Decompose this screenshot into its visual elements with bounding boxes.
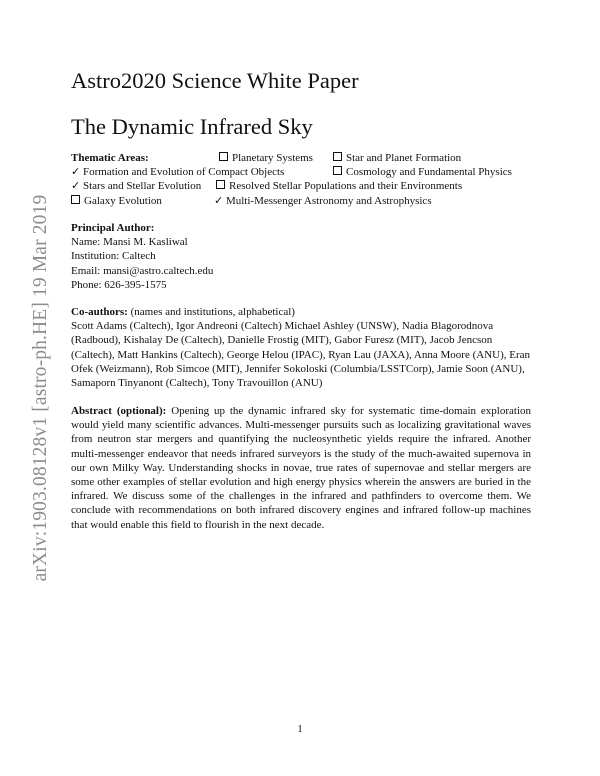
thematic-option xyxy=(71,179,201,193)
checkbox-empty-icon xyxy=(71,195,80,204)
checkmark-icon: ✓ xyxy=(71,180,83,193)
principal-author-section xyxy=(71,221,531,292)
thematic-option-label: Galaxy Evolution xyxy=(84,194,162,207)
abstract-section xyxy=(71,404,531,532)
thematic-option-label: Star and Planet Formation xyxy=(346,152,462,164)
thematic-row xyxy=(71,151,531,165)
coauthors-note: (names and institutions, alphabetical) xyxy=(127,306,295,318)
thematic-option-label: Cosmology and Fundamental Physics xyxy=(346,166,512,179)
thematic-row xyxy=(71,194,531,208)
coauthors-heading: Co-authors: xyxy=(71,306,128,318)
page-number: 1 xyxy=(297,723,303,735)
arxiv-identifier: arXiv:1903.08128v1 [astro-ph.HE] 19 Mar 2019 xyxy=(30,194,51,582)
abstract-text: Opening up the dynamic infrared sky for systematic time-domain exploration would yield many scientific advances. Multi-messenger pursuits such as localizing gravitational waves from neutron star mergers and quantifying the nucleosynthetic yields require the infrared. Another multi-messenger endeavor that needs infrared surveyors is the study of the much-awaited supernova in our own Milky Way. Understanding shocks in novae, true rates of supernovae and stellar mergers are some other examples of stellar evolution and high energy physics wherein the answers are buried in the infrared. We discuss some of the challenges in the infrared and pathfinders to overcome them. We conclude with recommendations on both infrared discovery engines and infrared follow-up machines that would enable this field to flourish in the next decade. xyxy=(71,405,532,531)
checkbox-empty-icon xyxy=(216,180,225,189)
checkmark-icon: ✓ xyxy=(71,166,83,179)
thematic-option xyxy=(71,165,284,179)
checkbox-empty-icon xyxy=(333,152,342,161)
author-name: Name: Mansi M. Kasliwal xyxy=(71,236,188,249)
thematic-option xyxy=(71,194,162,208)
checkbox-empty-icon xyxy=(333,166,342,175)
thematic-option xyxy=(333,151,461,165)
paper-title: The Dynamic Infrared Sky xyxy=(71,114,313,139)
thematic-areas xyxy=(71,151,531,208)
series-title: Astro2020 Science White Paper xyxy=(71,68,359,93)
thematic-option xyxy=(214,194,432,208)
thematic-row xyxy=(71,165,531,179)
author-phone: Phone: 626-395-1575 xyxy=(71,278,167,291)
coauthors-heading-line xyxy=(71,305,531,319)
thematic-row xyxy=(71,179,531,193)
thematic-option-label: Stars and Stellar Evolution xyxy=(82,180,202,193)
thematic-option-label: Resolved Stellar Populations and their Environments xyxy=(229,180,463,193)
thematic-option-label: Planetary Systems xyxy=(232,152,313,164)
author-institution: Institution: Caltech xyxy=(71,250,156,263)
thematic-option xyxy=(333,165,512,179)
abstract-heading: Abstract (optional): xyxy=(71,405,167,417)
abstract-paragraph xyxy=(71,404,531,532)
thematic-option-label: Multi-Messenger Astronomy and Astrophysics xyxy=(225,194,432,207)
principal-author-heading: Principal Author: xyxy=(71,222,155,234)
thematic-option xyxy=(216,179,462,193)
author-email: Email: mansi@astro.caltech.edu xyxy=(71,264,214,277)
coauthors-section xyxy=(71,305,531,390)
thematic-areas-label: Thematic Areas: xyxy=(71,152,149,164)
thematic-option-label: Formation and Evolution of Compact Objects xyxy=(82,166,285,179)
thematic-option xyxy=(219,151,313,165)
checkmark-icon: ✓ xyxy=(214,194,226,207)
checkbox-empty-icon xyxy=(219,152,228,161)
coauthors-list: Scott Adams (Caltech), Igor Andreoni (Caltech) Michael Ashley (UNSW), Nadia Blagorodnova (Radboud), Kishalay De (Caltech), Danielle Frostig (MIT), Gabor Furesz (MIT), Jacob Jencson (Caltech), Matt Hankins (Caltech), George Helou (IPAC), Ryan Lau (JAXA), Anna Moore (ANU), Eran Ofek (Weizmann), Rob Simcoe (MIT), Jennifer Sokoloski (Columbia/LSSTCorp), Jamie Soon (ANU), Samaporn Tinyanont (Caltech), Tony Travouillon (ANU) xyxy=(71,320,531,390)
